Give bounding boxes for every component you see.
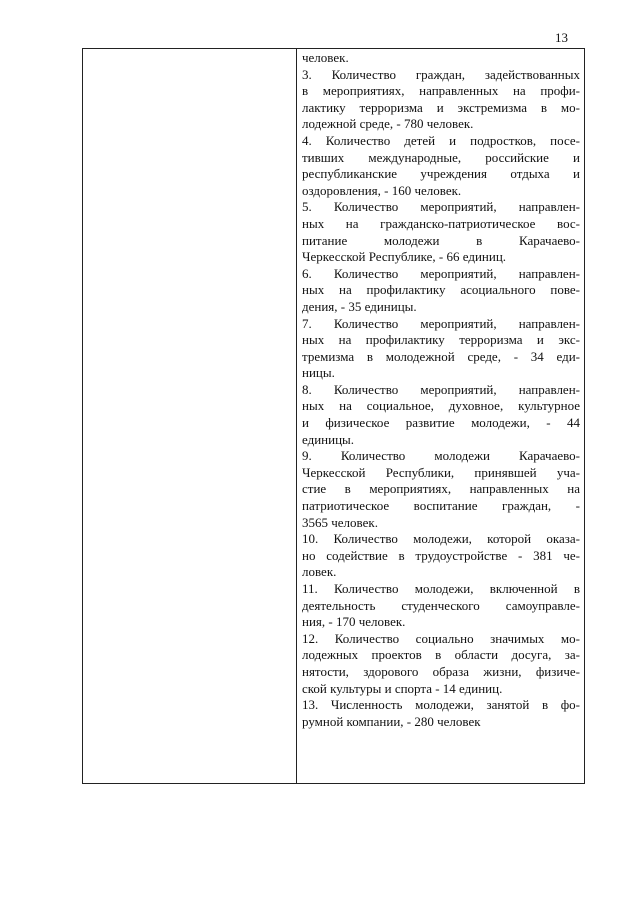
text-line: румной компании, - 280 человек	[302, 713, 481, 729]
text-line: 13. Численность молодежи, занятой в фо-	[302, 697, 580, 713]
text-line: Черкесской Республике, - 66 единиц.	[302, 249, 507, 265]
text-line: 12. Количество социально значимых мо-	[302, 630, 580, 646]
text-line: 3565 человек.	[302, 514, 378, 530]
table-left-column	[83, 49, 297, 783]
indicators-table	[82, 48, 585, 784]
text-line: Черкесской Республики, принявшей уча-	[302, 464, 580, 480]
text-line: 6. Количество мероприятий, направлен-	[302, 265, 580, 281]
text-line: лодежной среде, - 780 человек.	[302, 116, 474, 132]
text-line: тремизма в молодежной среде, - 34 еди-	[302, 348, 580, 364]
text-line: но содействие в трудоустройстве - 381 че-	[302, 547, 580, 563]
table-right-column	[297, 49, 584, 783]
text-line: и физическое развитие молодежи, - 44	[302, 415, 580, 431]
text-line: человек.	[302, 50, 349, 65]
text-line: единицы.	[302, 431, 355, 447]
page-number: 13	[555, 30, 568, 45]
text-line: нятости, здорового образа жизни, физиче-	[302, 663, 580, 679]
text-line: 4. Количество детей и подростков, посе-	[302, 132, 580, 148]
text-line: ных на профилактику асоциального пове-	[302, 282, 580, 298]
text-line: ных на социальное, духовное, культурное	[302, 398, 580, 414]
text-line: лактику терроризма и экстремизма в мо-	[302, 99, 580, 115]
text-line: стие в мероприятиях, направленных на	[302, 481, 580, 497]
text-line: деятельность студенческого самоуправле-	[302, 597, 580, 613]
text-line: ния, - 170 человек.	[302, 614, 406, 630]
text-line: 10. Количество молодежи, которой оказа-	[302, 531, 580, 547]
text-line: 3. Количество граждан, задействованных	[302, 66, 580, 82]
text-line: тивших международные, российские и	[302, 149, 580, 165]
text-line: 8. Количество мероприятий, направлен-	[302, 381, 580, 397]
text-line: ных на гражданско-патриотическое вос-	[302, 215, 580, 231]
text-line: ницы.	[302, 365, 335, 381]
text-line: оздоровления, - 160 человек.	[302, 182, 462, 198]
text-line: 7. Количество мероприятий, направлен-	[302, 315, 580, 331]
text-line: лодежных проектов в области досуга, за-	[302, 647, 580, 663]
text-line: 9. Количество молодежи Карачаево-	[302, 448, 580, 464]
text-line: республиканские учреждения отдыха и	[302, 166, 580, 182]
text-line: ской культуры и спорта - 14 единиц.	[302, 680, 503, 696]
text-line: в мероприятиях, направленных на профи-	[302, 83, 580, 99]
text-line: ных на профилактику терроризма и экс-	[302, 332, 580, 348]
text-line: дения, - 35 единицы.	[302, 298, 417, 314]
text-line: ловек.	[302, 564, 337, 580]
text-line: патриотическое воспитание граждан, -	[302, 498, 580, 514]
text-line: 5. Количество мероприятий, направлен-	[302, 199, 580, 215]
text-line: питание молодежи в Карачаево-	[302, 232, 580, 248]
text-line: 11. Количество молодежи, включенной в	[302, 581, 580, 596]
